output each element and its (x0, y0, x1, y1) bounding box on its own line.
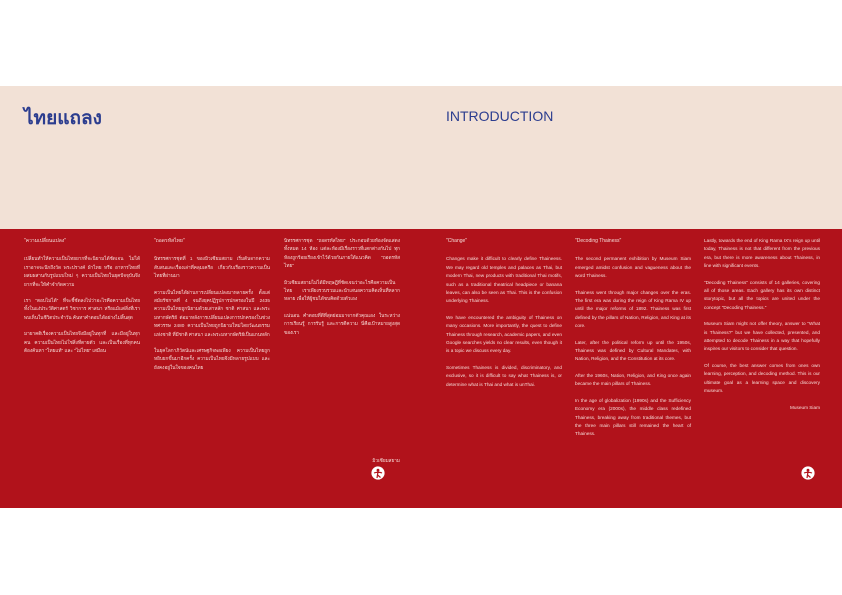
paragraph: นิทรรศการชุดที่ 1 ของมิวเซียมสยาม เริ่มต้นจากความสับสนและเรื่องเล่าที่คลุมเครือ เกี่ยวกับเรื่องราวความเป็นไทยที่ผ่านมา (154, 256, 270, 279)
signature-english: Museum Siam (790, 404, 820, 410)
paragraph: แน่นอน คำตอบที่ดีที่สุดย่อมมาจากตัวคุณเอง ในระหว่างการเรียนรู้ การรับรู้ และการตีความ นี่คือเป้าหมายสูงสุดของเรา (284, 312, 400, 335)
paragraph: เรา "ตอบไม่ได้" ที่จะชี้ชัดลงไปว่าอะไรคือความเป็นไทย ทั้งในแง่ประวัติศาสตร์ วิชาการ ศาสนา หรือแม้แต่สิ่งที่เราพบเห็นในชีวิตประจำวัน ค้นหาคำตอบได้อย่างไม่สิ้นสุด (24, 298, 140, 320)
thai-column-1 (24, 237, 140, 363)
paragraph: Lastly, towards the end of King Rama IX's reign up until today, Thainess is not that different from the previous era, but there is more awareness about Thainess, in line with significant events. (704, 238, 820, 269)
column-heading: "ถอดรหัสไทย" (154, 238, 185, 244)
paragraph: After the 1960s, Nation, Religion, and King once again became the main pillars of Thainess. (575, 372, 691, 387)
book-spread (0, 86, 842, 508)
signature-thai: มิวเซียมสยาม (372, 458, 400, 463)
paragraph: "Decoding Thainess" consists of 14 galleries, covering all of those areas. Each gallery has its own distinct storytopic, but all the topics are united under the concept "Decoding Thainess." (704, 279, 820, 310)
paragraph: Museum Siam might not offer theory, answer to "What is Thainess?" but we have collected, presented, and attempted to decode Thainess in a way that hopefully inspires our visitors to consider that question. (704, 321, 820, 352)
english-column-2 (575, 237, 691, 447)
column-heading: "Decoding Thainess" (575, 238, 622, 244)
column-heading: "Change" (446, 238, 468, 244)
paragraph: เปลี่ยนทำให้ความเป็นไทยยากที่จะนิยามได้ชัดเจน ไม่ได้ เราอาจจะนึกถึงวัด พระปรางค์ ผ้าไทย หรือ อาหารไทยที่ผสมผสานกับรูปแบบใหม่ ๆ ความเป็นไทยในยุคปัจจุบันจึงยากที่จะให้คำจำกัดความ (24, 256, 140, 287)
paragraph: Changes make it difficult to clearly define Thaineess. We may regard old temples and palaces as Thai, but modern Thai, new products with traditional Thai motifs, such as a traditional theatrical headpiece or banana leaves, can also be seen as Thai. This is the confusion underlying Thainess. (446, 256, 562, 304)
paragraph: ในยุคโลกาภิวัตน์และเศรษฐกิจพอเพียง ความเป็นไทยถูกหยิบยกขึ้นมาอีกครั้ง ความเป็นไทยจึงมีหลายรูปแบบ และยังคงอยู่ในใจของคนไทย (154, 348, 270, 370)
paragraph: In the age of globalization (1990s) and the Sufficiency Economy era (2000s), the middle class redefined Thainess, breaking away from traditional themes, but the three main pillars still remained the heart of Thainess. (575, 397, 691, 437)
header-band (0, 86, 842, 229)
paragraph: Thainess went through major changes over the eras. The first era was during the reign of King Rama IV up until the major reforms of 1892. Thainess was first defined by the pillars of Nation, Religion, and King at its core. (575, 289, 691, 329)
paragraph: We have encountered the ambiguity of Thainess on many occasions. More importantly, the quest to define Thainess through research, academic papers, and even Google searches yields no clear results, even though it is a topic we discuss every day. (446, 314, 562, 354)
thai-signature-block (284, 453, 400, 465)
paragraph: นิทรรศการชุด "ถอดรหัสไทย" ประกอบด้วยห้องจัดแสดงทั้งหมด 14 ห้อง แต่ละห้องมีเรื่องราวที่แตกต่างกันไป ทุกห้องถูกร้อยเรียงเข้าไว้ด้วยกันภายใต้แนวคิด "ถอดรหัสไทย" (284, 238, 400, 269)
paragraph: ความเป็นไทยได้ผ่านการเปลี่ยนแปลงมาหลายครั้ง ตั้งแต่สมัยรัชกาลที่ 4 จนถึงยุคปฏิรูปการปกครองในปี 2435 ความเป็นไทยถูกนิยามด้วยเสาหลัก ชาติ ศาสนา และพระมหากษัตริย์ ต่อมาหลังการเปลี่ยนแปลงการปกครองในช่วงทศวรรษ 2480 ความเป็นไทยถูกนิยามใหม่โดยวัฒนธรรมแห่งชาติ ที่มีชาติ ศาสนา และพระมหากษัตริย์เป็นแกนหลัก (154, 289, 270, 337)
page-title-thai: ไทยแถลง (24, 107, 102, 129)
english-column-1 (446, 237, 562, 397)
english-column-3 (704, 237, 820, 412)
paragraph: Of course, the best answer comes from ones own learning, perception, and decoding method. This is our ultimate goal as a learning space and discovery museum. (704, 362, 820, 394)
paragraph: มายาคติเรื่องความเป็นไทยจึงมีอยู่ในทุกที่ และมีอยู่ในทุกคน ความเป็นไทยไม่ใช่สิ่งที่ตายตัว และเป็นเรื่องที่ทุกคนต้องค้นหา "ไทยแท้" และ "ไม่ไทย" เสมือน (24, 331, 140, 354)
page-title-english: INTRODUCTION (446, 108, 554, 124)
paragraph: The second permanent exhibition by Museum Siam emerged amidst confusion and vagueness about the word Thainess. (575, 256, 691, 279)
museum-siam-logo-icon (371, 466, 385, 480)
paragraph: มิวเซียมสยามไม่ได้มีทฤษฎีที่ชัดเจนว่าอะไรคือความเป็นไทย เราเพียงรวบรวมและนำเสนอความคิดเห็นที่หลากหลาย เพื่อให้ผู้ชมได้ขบคิดด้วยตัวเอง (284, 279, 400, 302)
column-heading: "ความเปลี่ยนแปลง" (24, 238, 67, 244)
thai-column-2 (154, 237, 270, 380)
thai-column-3 (284, 237, 400, 345)
paragraph: Later, after the political reform up until the 1950s, Thainess was defined by Cultural Mandates, with Nation, Religion, and the Constitution at its core. (575, 339, 691, 362)
paragraph: Sometimes Thainess is divided, discriminatory, and exclusive, so it is difficult to say what Thainess is, or determine what is Thai and what is unThai. (446, 364, 562, 387)
museum-siam-logo-icon (801, 466, 815, 480)
